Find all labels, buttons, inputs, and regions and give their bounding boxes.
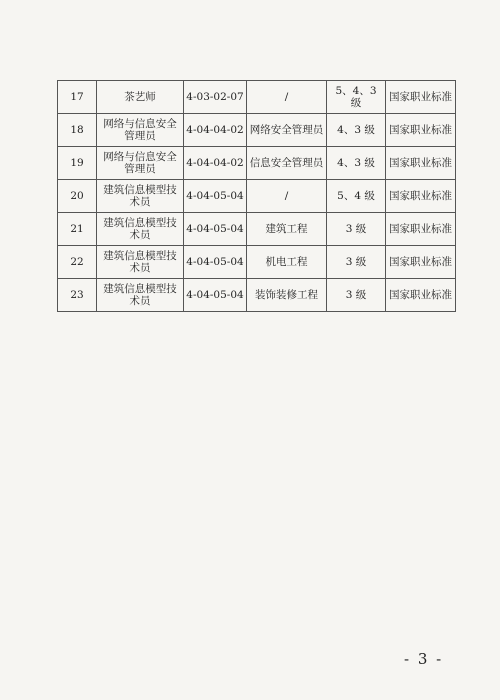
evaluation-standard: 国家职业标准	[386, 246, 456, 279]
table-row	[58, 114, 456, 147]
skill-level: 5、4、3 级	[327, 81, 386, 114]
occupation-direction: 建筑工程	[247, 213, 327, 246]
skill-level: 3 级	[327, 246, 386, 279]
occupation-direction: /	[247, 180, 327, 213]
occupation-name: 茶艺师	[97, 81, 184, 114]
occupation-name: 建筑信息模型技术员	[97, 246, 184, 279]
row-number: 17	[58, 81, 97, 114]
skill-level: 3 级	[327, 213, 386, 246]
occupation-name: 建筑信息模型技术员	[97, 180, 184, 213]
occupation-code: 4-04-04-02	[184, 114, 247, 147]
evaluation-standard: 国家职业标准	[386, 213, 456, 246]
page-number: - 3 -	[404, 650, 444, 668]
skill-level: 3 级	[327, 279, 386, 312]
occupation-name: 建筑信息模型技术员	[97, 213, 184, 246]
occupation-name: 网络与信息安全管理员	[97, 147, 184, 180]
skill-level: 4、3 级	[327, 114, 386, 147]
occupation-direction: 信息安全管理员	[247, 147, 327, 180]
occupation-code: 4-04-05-04	[184, 180, 247, 213]
occupation-table	[57, 80, 456, 312]
occupation-name: 网络与信息安全管理员	[97, 114, 184, 147]
skill-level: 4、3 级	[327, 147, 386, 180]
occupation-direction: 装饰装修工程	[247, 279, 327, 312]
evaluation-standard: 国家职业标准	[386, 147, 456, 180]
occupation-code: 4-04-04-02	[184, 147, 247, 180]
occupation-direction: /	[247, 81, 327, 114]
evaluation-standard: 国家职业标准	[386, 180, 456, 213]
row-number: 20	[58, 180, 97, 213]
row-number: 21	[58, 213, 97, 246]
occupation-direction: 网络安全管理员	[247, 114, 327, 147]
row-number: 23	[58, 279, 97, 312]
table-row	[58, 147, 456, 180]
table-row	[58, 180, 456, 213]
evaluation-standard: 国家职业标准	[386, 81, 456, 114]
row-number: 19	[58, 147, 97, 180]
table-row	[58, 279, 456, 312]
occupation-name: 建筑信息模型技术员	[97, 279, 184, 312]
row-number: 18	[58, 114, 97, 147]
evaluation-standard: 国家职业标准	[386, 114, 456, 147]
occupation-direction: 机电工程	[247, 246, 327, 279]
skill-level: 5、4 级	[327, 180, 386, 213]
occupation-code: 4-03-02-07	[184, 81, 247, 114]
table-row	[58, 246, 456, 279]
occupation-code: 4-04-05-04	[184, 246, 247, 279]
occupation-code: 4-04-05-04	[184, 213, 247, 246]
evaluation-standard: 国家职业标准	[386, 279, 456, 312]
occupation-code: 4-04-05-04	[184, 279, 247, 312]
table-row	[58, 81, 456, 114]
table-row	[58, 213, 456, 246]
row-number: 22	[58, 246, 97, 279]
